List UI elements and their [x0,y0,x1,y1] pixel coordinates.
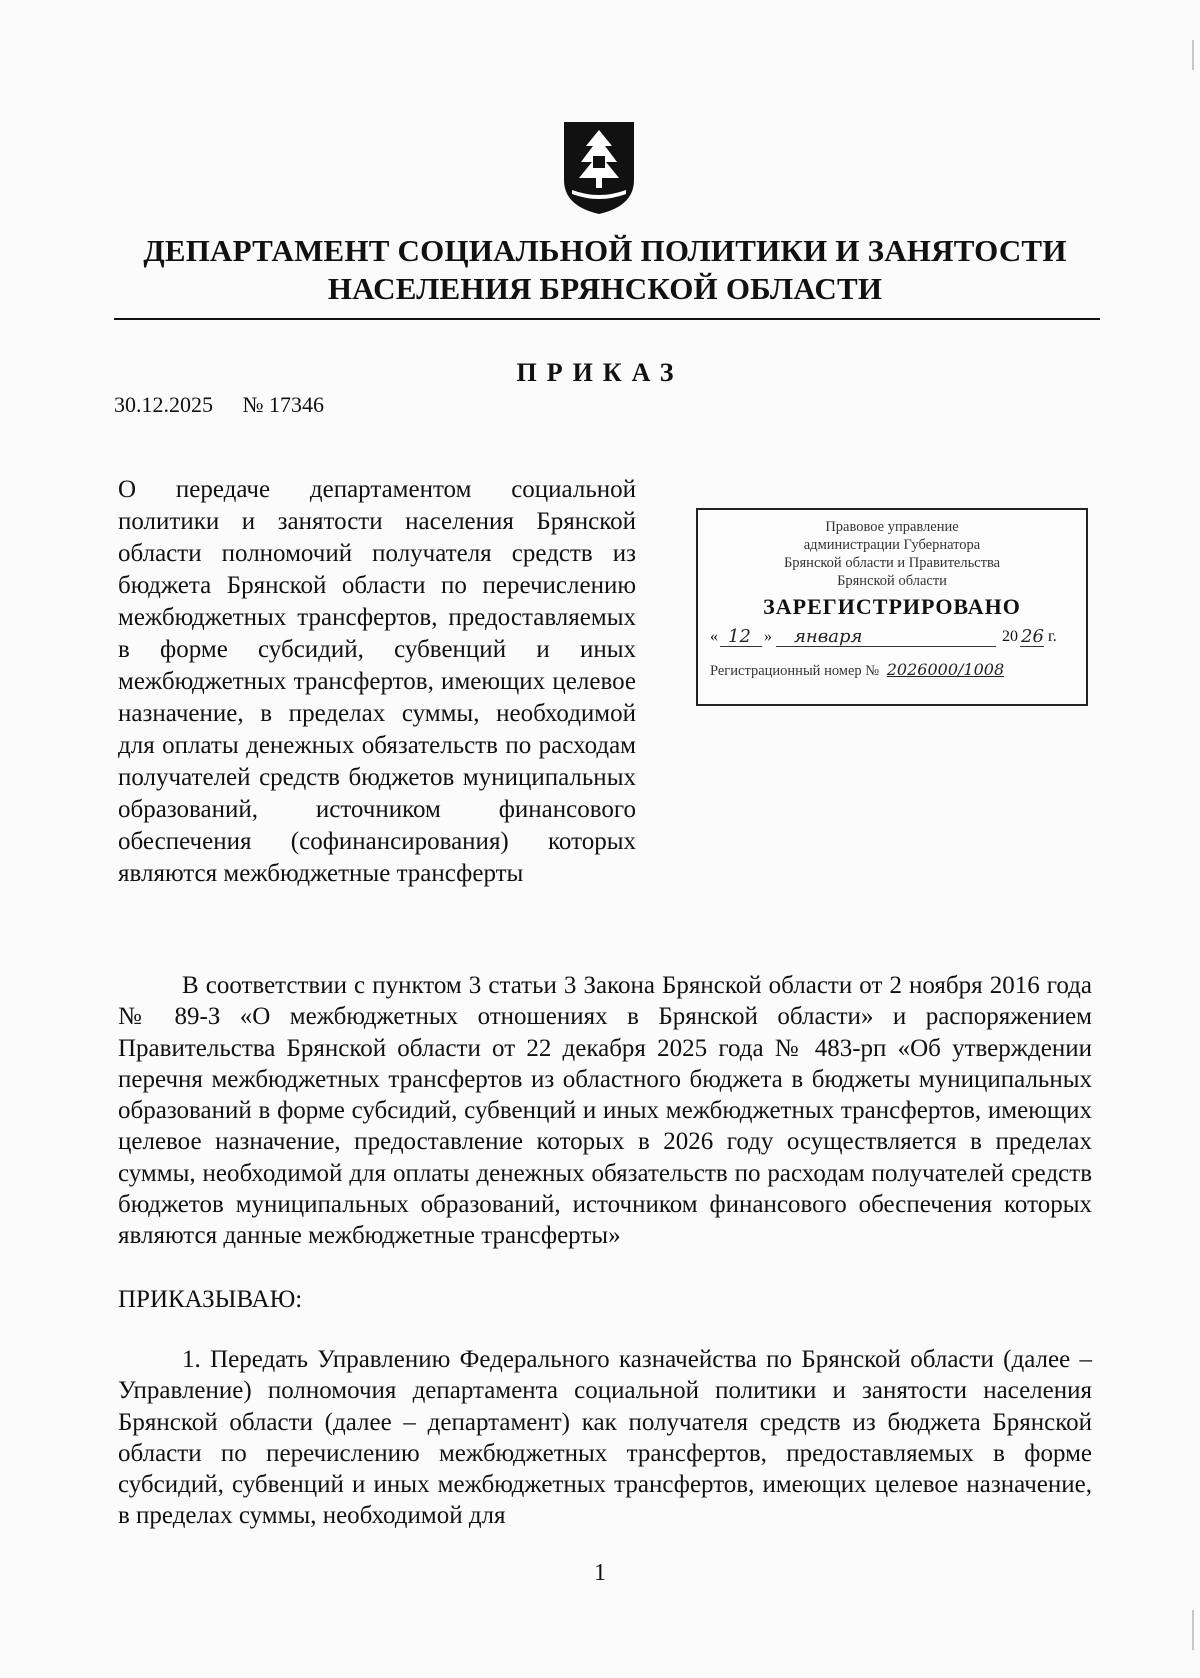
stamp-registration [698,660,1086,680]
stamp-year-suffix: 26 [1021,626,1044,647]
order-number: № 17346 [242,392,324,417]
stamp-registered-title: ЗАРЕГИСТРИРОВАНО [763,594,1021,619]
stamp-year-unit: г. [1048,628,1057,645]
order-item-1: 1. Передать Управлению Федерального казначейства по Брянской области (далее – Управление) полномочия департамента социальной политики и занятости населения Брянской области (далее – департамент) как получателя средств из бюджета Брянской области по перечислению межбюджетных трансфертов, предоставляемых в форме субсидий, субвенций и иных межбюджетных трансфертов, имеющих целевое назначение, в пределах суммы, необходимой для [118,1346,1092,1530]
department-title [110,232,1100,308]
order-date-number [114,392,324,418]
order-verb: ПРИКАЗЫВАЮ: [118,1286,303,1313]
stamp-date: « 12 » января 20 26 г. [710,626,1057,647]
stamp-year-prefix: 20 [1002,628,1018,645]
order-date: 30.12.2025 [114,392,213,417]
stamp-organization [698,518,1086,590]
order-title: ПРИКАЗ [516,358,684,387]
stamp-org-line2: администрации Губернатора [803,537,981,553]
stamp-reg-label: Регистрационный номер № [710,663,880,679]
stamp-month: января [794,626,863,647]
preamble-paragraph: В соответствии с пунктом 3 статьи 3 Закона Брянской области от 2 ноября 2016 года № 89-З «О межбюджетных отношениях в Брянской области» и распоряжением Правительства Брянской области от 22 декабря 2025 года № 483-рп «Об утверждении перечня межбюджетных трансфертов из областного бюджета в бюджеты муниципальных образований в форме субсидий, субвенций и иных межбюджетных трансфертов, имеющих целевое назначение, предоставление которых в 2026 году осуществляется в пределах суммы, необходимой для оплаты денежных обязательств по расходам получателей средств бюджетов муниципальных образований, источником финансового обеспечения которых являются данные межбюджетные трансферты» [118,972,1092,1250]
header-divider [114,318,1100,320]
order-subject: О передаче департаментом социальной политики и занятости населения Брянской области полномочий получателя средств из бюджета Брянской области по перечислению межбюджетных трансфертов, предоставляемых в форме субсидий, субвенций и иных межбюджетных трансфертов, имеющих целевое назначение, в пределах суммы, необходимой для оплаты денежных обязательств по расходам получателей средств бюджетов муниципальных образований, источником финансового обеспечения (софинансирования) которых являются межбюджетные трансферты [118,476,636,887]
stamp-org-line3: Брянской области и Правительства [783,555,1001,571]
scan-edge-mark [1192,40,1194,70]
scan-edge-mark [1192,1610,1194,1650]
department-title-line2: НАСЕЛЕНИЯ БРЯНСКОЙ ОБЛАСТИ [327,271,883,306]
stamp-org-line4: Брянской области [837,573,947,589]
stamp-day: 12 [728,626,751,647]
department-title-line1: ДЕПАРТАМЕНТ СОЦИАЛЬНОЙ ПОЛИТИКИ И ЗАНЯТОСТИ [143,233,1067,268]
page-number: 1 [594,1560,606,1586]
stamp-reg-number: 2026000/1008 [886,660,1005,679]
stamp-org-line1: Правовое управление [825,519,959,535]
registration-stamp [696,508,1088,706]
coat-of-arms-emblem-icon [562,120,636,216]
